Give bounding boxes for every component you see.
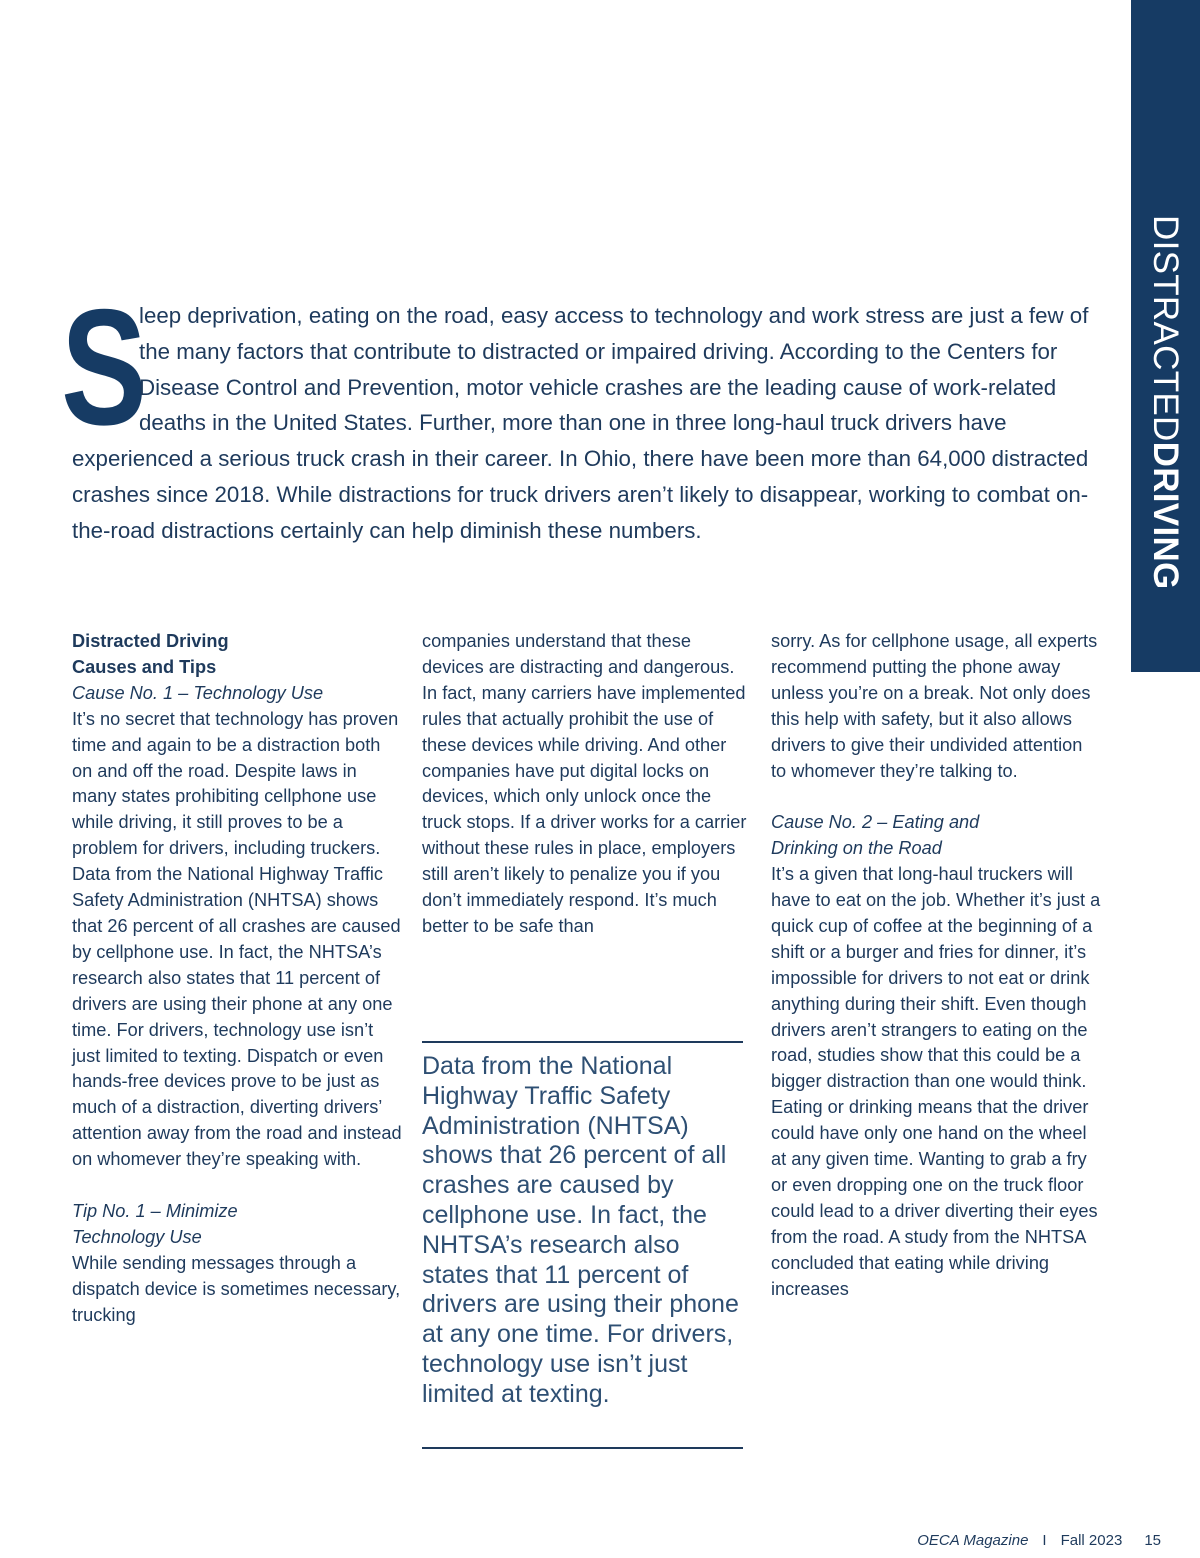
drop-cap (61, 275, 147, 460)
tip-1-title-line-1: Tip No. 1 – Minimize (72, 1200, 238, 1221)
column-3-body: sorry. As for cellphone usage, all experts recommend putting the phone away unless you’re on a break. Not only does this help with safety, but it also allows drivers to give their undivided attention to whomever they’re talking to. (771, 631, 1098, 781)
column-2-body: companies understand that these devices are distracting and dangerous. In fact, many carriers have implemented rules that actually prohibit the use of these devices while driving. And other companies have put digital locks on devices, which only unlock once the truck stops. If a driver works for a carrier without these rules in place, employers still aren’t likely to penalize you if you don’t immediately respond. It’s much better to be safe than (422, 631, 747, 936)
section-tab-title-light: DISTRACTED (1146, 215, 1185, 442)
section-heading-line-2: Causes and Tips (72, 656, 217, 677)
cause-2-title-line-2: Drinking on the Road (771, 838, 942, 859)
page-number: 15 (1144, 1532, 1161, 1549)
page-footer (917, 1532, 1161, 1549)
cause-2-title-line-1: Cause No. 2 – Eating and (771, 812, 980, 833)
tip-1-title-line-2: Technology Use (72, 1226, 202, 1247)
tip-1-body: While sending messages through a dispatch device is sometimes necessary, trucking (72, 1252, 401, 1325)
intro-paragraph (61, 275, 1097, 549)
pull-quote-text: Data from the National Highway Traffic Safety Administration (NHTSA) shows that 26 percent of all crashes are caused by cellphone use. In fact, the NHTSA’s research also states that 11 percent of drivers are using their phone at any one time. For drivers, technology use isn’t just limited at texting. (422, 1052, 739, 1408)
pull-quote (422, 1041, 743, 1449)
column-3 (771, 629, 1101, 1303)
cause-1-body: It’s no secret that technology has proven time and again to be a distraction both on and off the road. Despite laws in many states prohibiting cellphone use while driving, it still proves to be a problem for drivers, including truckers. Data from the National Highway Traffic Safety Administration (NHTSA) shows that 26 percent of all crashes are caused by cellphone use. In fact, the NHTSA’s research also states that 11 percent of drivers are using their phone at any one time. For drivers, technology use isn’t just limited to texting. Dispatch or even hands-free devices prove to be just as much of a distraction, diverting drivers’ attention away from the road and instead on whomever they’re speaking with. (72, 708, 402, 1170)
intro-text: leep deprivation, eating on the road, easy access to technology and work stress are just a few of the many factors that contribute to distracted or impaired driving. According to the Centers for Disease Control and Prevention, motor vehicle crashes are the leading cause of work-related deaths in the United States. Further, more than one in three long-haul truck drivers have experienced a serious truck crash in their career. In Ohio, there have been more than 64,000 distracted crashes since 2018. While distractions for truck drivers aren’t likely to disappear, working to combat on-the-road distractions certainly can help diminish these numbers. (72, 303, 1089, 543)
cause-1-title: Cause No. 1 – Technology Use (72, 682, 324, 703)
column-2 (422, 629, 752, 940)
svg-text:S: S (61, 275, 147, 460)
footer-separator: I (1042, 1532, 1047, 1549)
footer-issue: Fall 2023 (1060, 1532, 1123, 1549)
column-1 (72, 629, 402, 1328)
section-tab-title-bold: DRIVING (1146, 441, 1185, 590)
footer-magazine: OECA Magazine (917, 1532, 1029, 1549)
section-tab-title (1133, 215, 1198, 655)
section-heading-line-1: Distracted Driving (72, 631, 229, 651)
cause-2-body: It’s a given that long-haul truckers will have to eat on the job. Whether it’s just a quick cup of coffee at the beginning of a shift or a burger and fries for dinner, it’s impossible for drivers to not eat or drink anything during their shift. Even though drivers aren’t strangers to eating on the road, studies show that this could be a bigger distraction than one would think. Eating or drinking means that the driver could have only one hand on the wheel at any given time. Wanting to grab a fry or even dropping one on the truck floor could lead to a driver diverting their eyes from the road. A study from the NHTSA concluded that eating while driving increases (771, 864, 1101, 1299)
